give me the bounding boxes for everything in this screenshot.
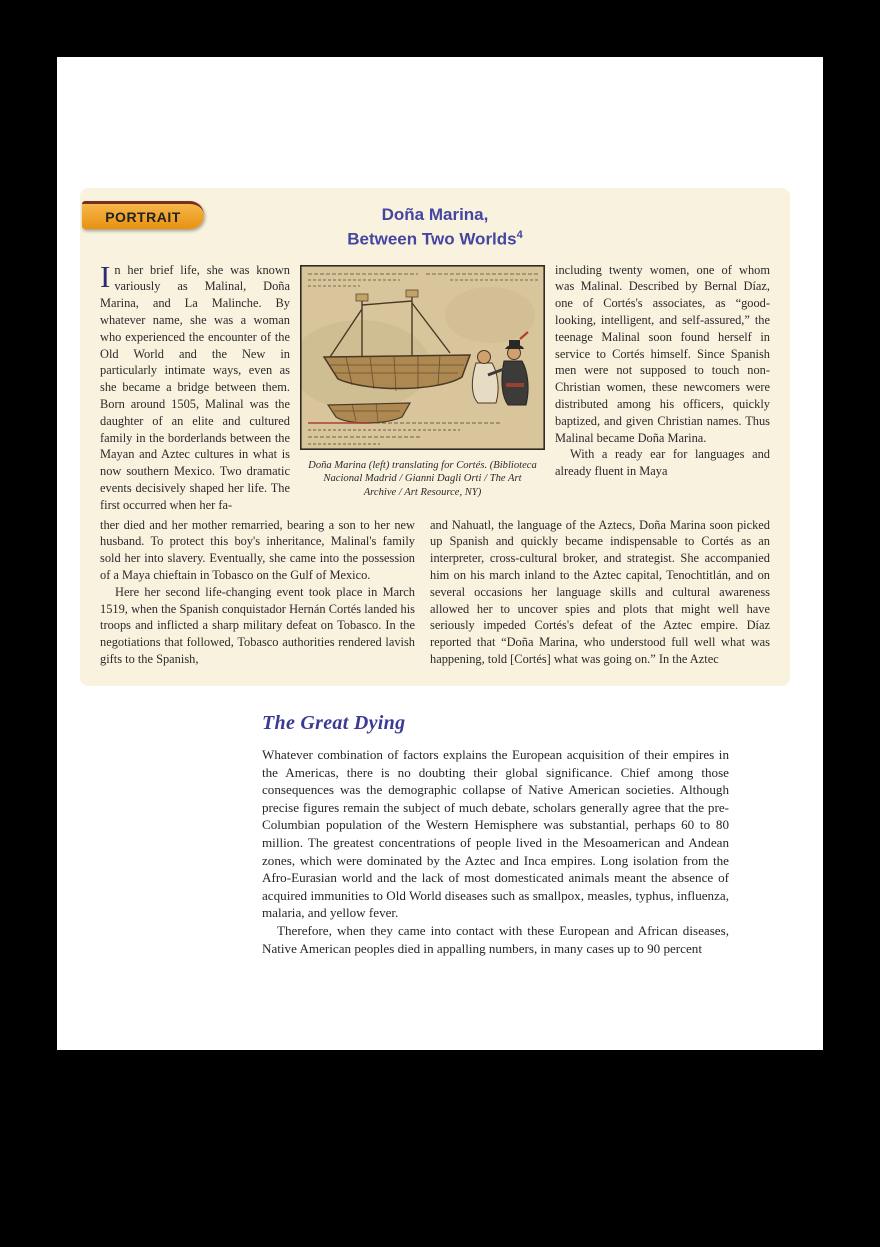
portrait-title-footnote: 4 bbox=[516, 229, 523, 241]
portrait-paragraph bbox=[100, 258, 290, 514]
portrait-top-row bbox=[100, 258, 770, 514]
portrait-bottom-left-column bbox=[100, 517, 415, 668]
portrait-figure bbox=[300, 262, 545, 514]
portrait-title-line2: Between Two Worlds bbox=[347, 229, 517, 249]
portrait-left-column bbox=[100, 258, 290, 514]
body-paragraph: Whatever combination of factors explains the European acquisition of their empires in the Americas, there is no doubting their global significance. Chief among those consequences was the demographic collapse of Native American societies. Although precise figures remain the subject of much debate, scholars generally agree that the pre-Columbian population of the Western Hemisphere was substantial, perhaps 60 to 80 million. The greatest concentrations of people lived in the Mesoamerican and Andean zones, which were dominated by the Aztec and Inca empires. Long isolation from the Afro-Eurasian world and the lack of most domesticated animals meant the absence of acquired immunities to Old World diseases such as smallpox, measles, typhus, influenza, malaria, and yellow fever. bbox=[262, 747, 729, 921]
portrait-feature-box bbox=[80, 188, 790, 686]
portrait-left-top-text: n her brief life, she was known variously as Malinal, Doña Marina, and La Malinche. By whatever name, she was a woman who experienced the encounter of the Old World and the New in particularly intimate ways, even as she became a bridge between them. Born around 1505, Malinal was the daughter of an elite and cultured family in the borderlands between the Mayan and Aztec cultures in what is now southern Mexico. Two dramatic events decisively shaped her life. The first occurred when her fa- bbox=[100, 262, 290, 512]
portrait-title-line1: Doña Marina, bbox=[381, 205, 489, 224]
portrait-bottom-right-column bbox=[430, 517, 770, 668]
body-paragraph: Therefore, when they came into contact with these European and African diseases, Native American peoples died in appalling numbers, in many cases up to 90 percent bbox=[262, 922, 729, 956]
portrait-badge bbox=[82, 201, 204, 229]
dropcap-letter: I bbox=[100, 258, 111, 294]
book-page bbox=[57, 57, 823, 1050]
figure-caption: Doña Marina (left) translating for Cortés. (Biblioteca Nacional Madrid / Gianni Dagli Orti / The Art Archive / Art Resource, NY) bbox=[308, 459, 537, 498]
portrait-badge-label: PORTRAIT bbox=[105, 208, 181, 225]
section-the-great-dying bbox=[262, 712, 729, 957]
portrait-illustration bbox=[300, 265, 545, 450]
portrait-paragraph: including twenty women, one of whom was Malinal. Described by Bernal Díaz, one of Cortés's associates, as “good-looking, intelligent, and self-assured,” the teenage Malinal soon found herself in service to Cortés himself. Since Spanish men were not supposed to touch non-Christian women, these newcomers were distributed among his officers, quickly baptized, and given Christian names. Thus Malinal became Doña Marina. bbox=[555, 262, 770, 445]
codex-illustration-image bbox=[300, 265, 545, 450]
portrait-paragraph: ther died and her mother remarried, bearing a son to her new husband. To protect this boy's inheritance, Malinal's family sold her into slavery. Eventually, she came into the possession of a Maya chieftain in Tobasco on the Gulf of Mexico. bbox=[100, 517, 415, 582]
portrait-right-column bbox=[555, 262, 770, 514]
portrait-bottom-row bbox=[100, 517, 770, 668]
portrait-paragraph: Here her second life-changing event took place in March 1519, when the Spanish conquistador Hernán Cortés landed his troops and inflicted a sharp military defeat on Tobasco. In the negotiations that followed, Tobasco authorities rendered lavish gifts to the Spanish, bbox=[100, 584, 415, 666]
section-heading: The Great Dying bbox=[262, 712, 406, 734]
portrait-paragraph: and Nahuatl, the language of the Aztecs, Doña Marina soon picked up Spanish and quickly became indispensable to Cortés as an interpreter, cross-cultural broker, and strategist. She accompanied him on his march inland to the Aztec capital, Tenochtitlán, and on several occasions her language skills and cultural awareness allowed her to uncover spies and plots that might well have seriously impeded Cortés's defeat of the Aztec empire. Díaz reported that “Doña Marina, who understood full well what was happening, told [Cortés] what was going on.” In the Aztec bbox=[430, 517, 770, 666]
portrait-paragraph: With a ready ear for languages and already fluent in Maya bbox=[555, 447, 770, 479]
